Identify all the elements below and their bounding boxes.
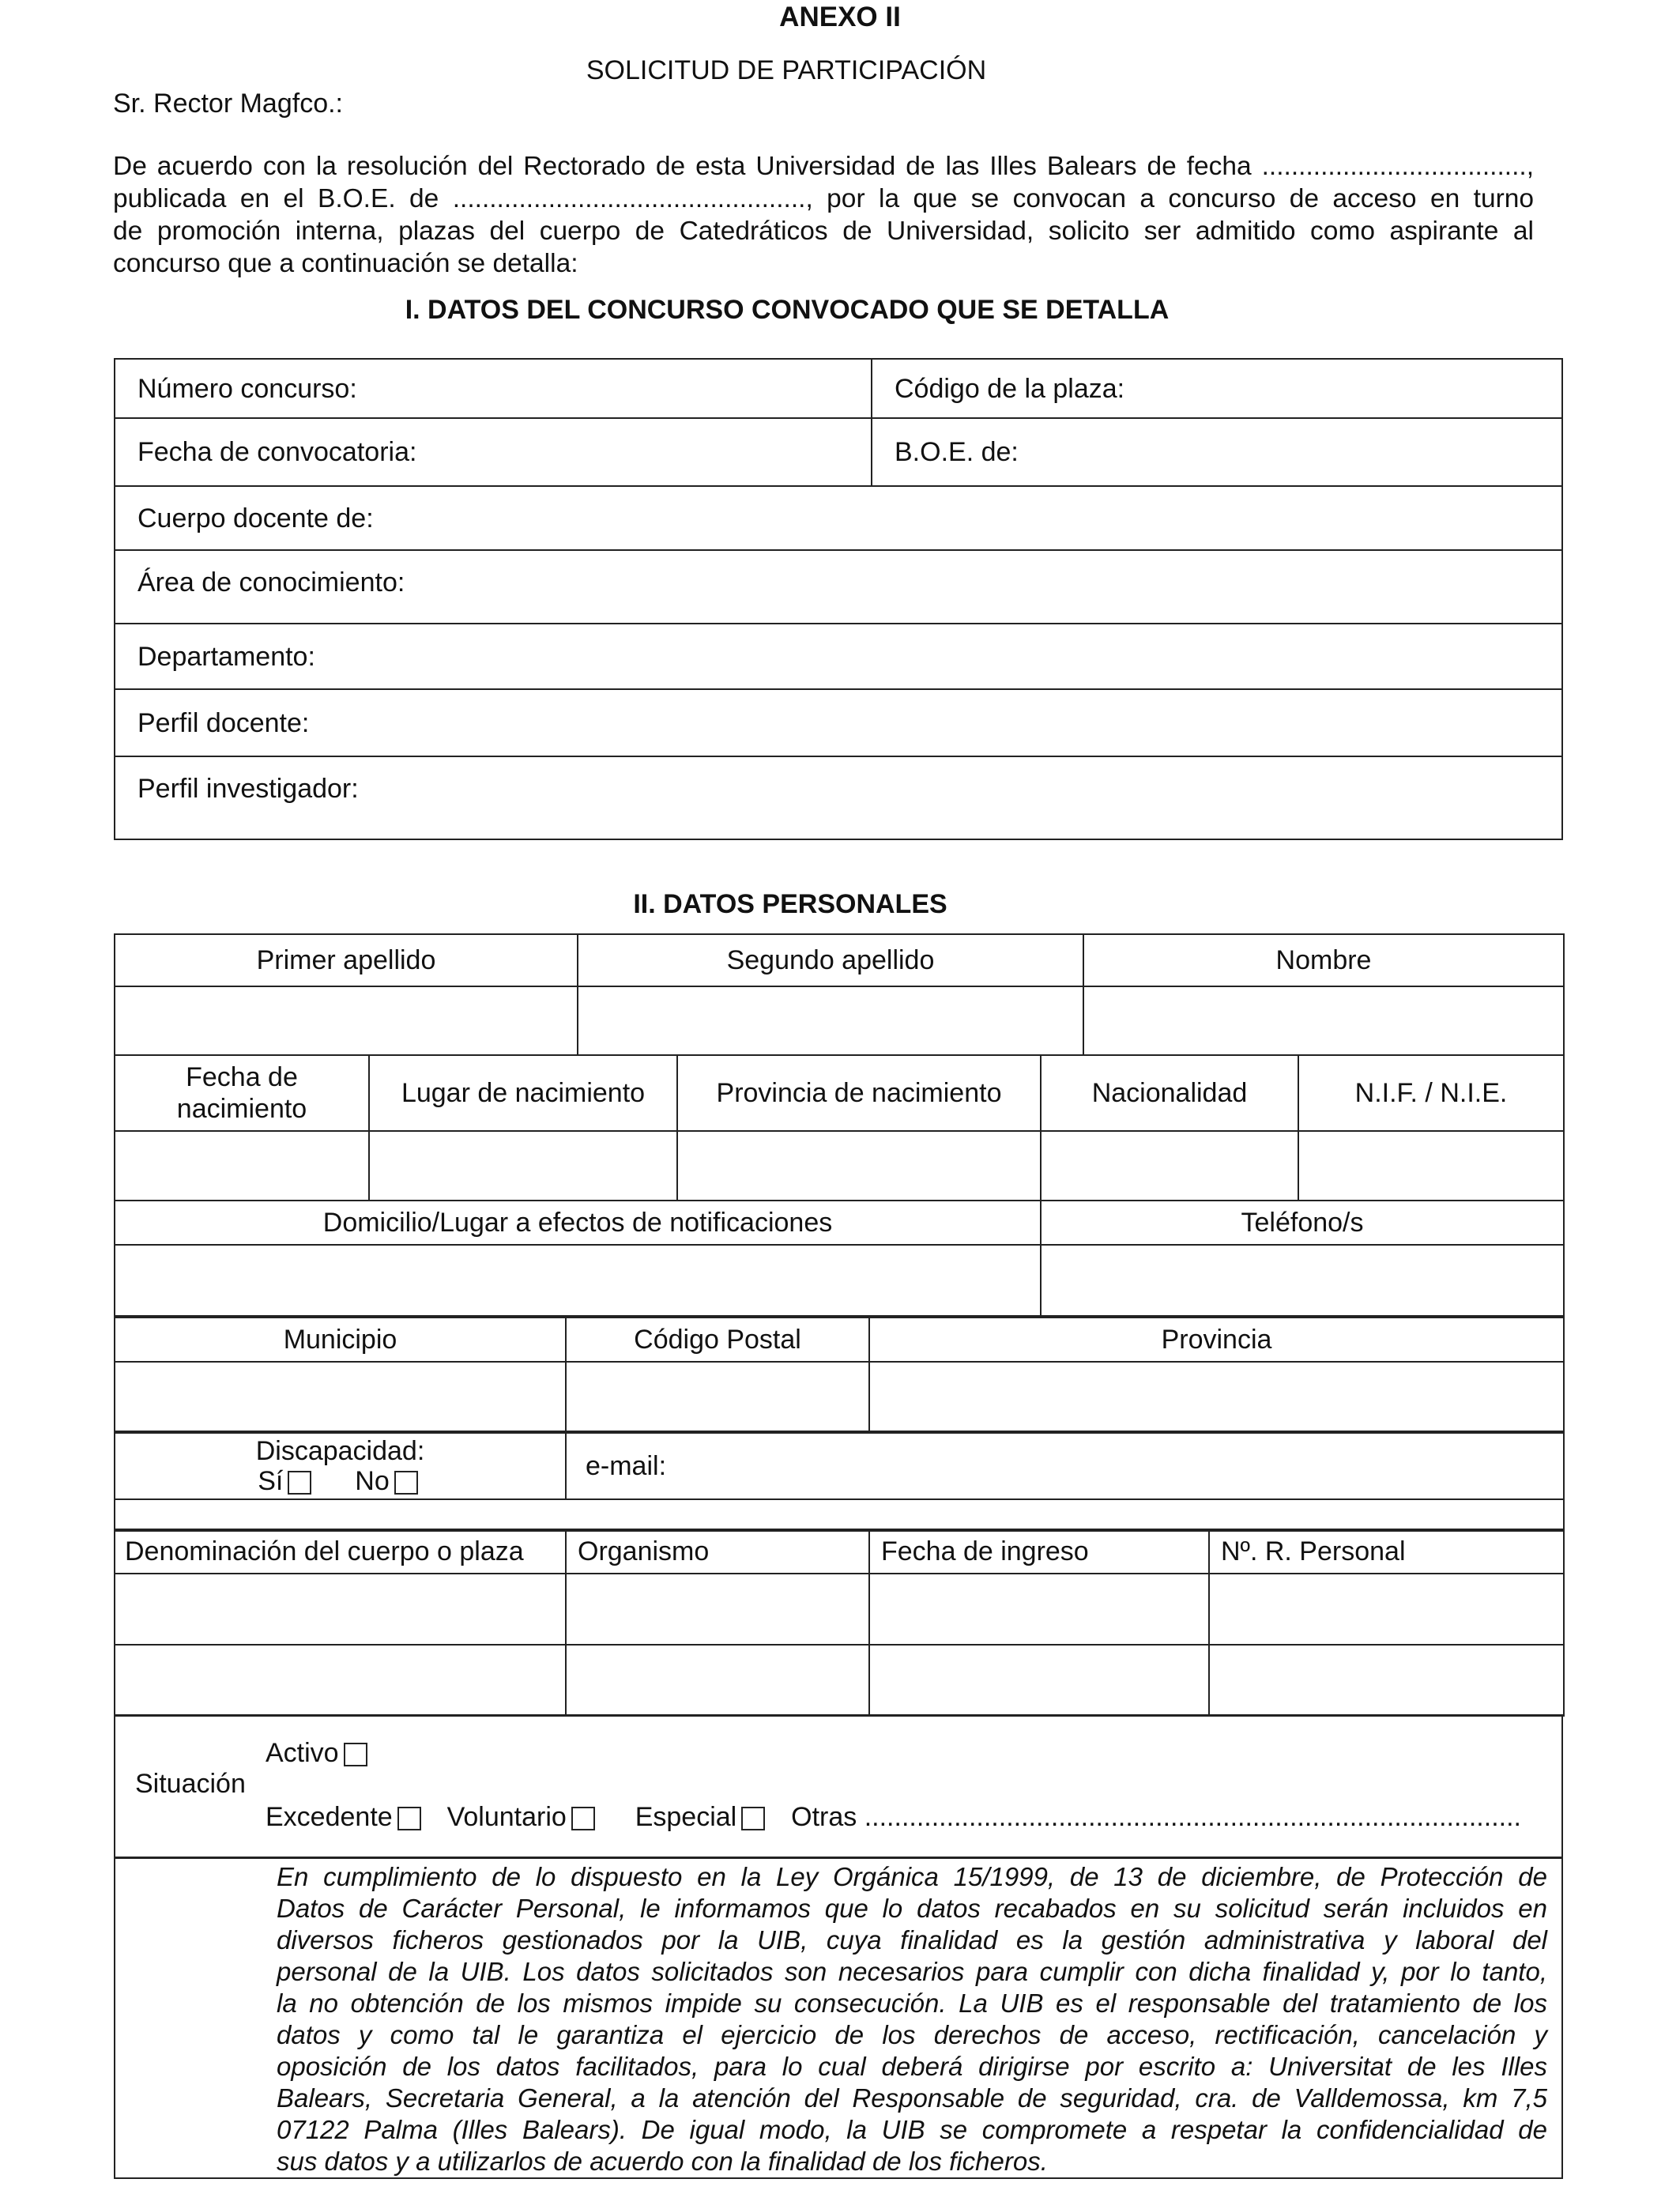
nif-header: N.I.F. / N.I.E. bbox=[1298, 1055, 1564, 1131]
email-field[interactable] bbox=[566, 1433, 1564, 1499]
annex-title: ANEXO II bbox=[779, 2, 901, 32]
area-label: Área de conocimiento: bbox=[137, 567, 405, 598]
si-label: Sí bbox=[258, 1466, 284, 1496]
nrp-header: Nº. R. Personal bbox=[1209, 1529, 1564, 1574]
numero-concurso-label: Número concurso: bbox=[137, 373, 357, 404]
telefonos-input[interactable] bbox=[1041, 1245, 1564, 1316]
organismo-input-2[interactable] bbox=[566, 1645, 869, 1716]
privacy-line: oposición de los datos facilitados, para lo cual deberá dirigirse por escrito a: Universitat de les Illes bbox=[277, 2052, 1547, 2081]
fecha-nacimiento-line1: Fecha de bbox=[186, 1062, 298, 1092]
provincia-input[interactable] bbox=[869, 1362, 1564, 1431]
privacy-line: En cumplimiento de lo dispuesto en la Ley Orgánica 15/1999, de 13 de diciembre, de Protección de bbox=[277, 1862, 1547, 1891]
intro-line: publicada en el B.O.E. de ................................................, por la que se convocan a concurso de acceso en turno bbox=[113, 184, 1534, 213]
nrp-input[interactable] bbox=[1209, 1574, 1564, 1645]
primer-apellido-input[interactable] bbox=[115, 986, 578, 1055]
perfil-investigador-label: Perfil investigador: bbox=[137, 774, 359, 804]
perfil-investigador-field[interactable] bbox=[115, 756, 1562, 839]
no-checkbox[interactable] bbox=[394, 1471, 418, 1495]
situacion-options-row bbox=[266, 1802, 1521, 1833]
especial-label: Especial bbox=[635, 1802, 737, 1832]
activo-label: Activo bbox=[266, 1738, 339, 1768]
email-label: e-mail: bbox=[586, 1451, 667, 1481]
intro-line: De acuerdo con la resolución del Rectorado de esta Universidad de las Illes Balears de fecha ...................................., bbox=[113, 152, 1534, 181]
primer-apellido-header: Primer apellido bbox=[115, 934, 578, 986]
especial-checkbox[interactable] bbox=[741, 1807, 765, 1830]
fecha-convocatoria-field[interactable] bbox=[115, 418, 872, 486]
codigo-plaza-field[interactable] bbox=[872, 359, 1562, 418]
numero-concurso-field[interactable] bbox=[115, 359, 872, 418]
birth-table bbox=[114, 1054, 1565, 1201]
privacy-line: 07122 Palma (Illes Balears). De igual modo, la UIB se compromete a respetar la confidencialidad de bbox=[277, 2115, 1547, 2144]
departamento-label: Departamento: bbox=[137, 641, 315, 672]
intro-line: de promoción interna, plazas del cuerpo de Catedráticos de Universidad, solicito ser admitido como aspirante al bbox=[113, 217, 1534, 246]
cuerpo-docente-label: Cuerpo docente de: bbox=[137, 503, 374, 533]
discapacidad-cell bbox=[115, 1433, 566, 1499]
lugar-nacimiento-header: Lugar de nacimiento bbox=[369, 1055, 677, 1131]
organismo-input[interactable] bbox=[566, 1574, 869, 1645]
privacy-line: Datos de Carácter Personal, le informamos que lo datos recabados en su solicitud serán incluidos en bbox=[277, 1894, 1547, 1923]
fecha-nacimiento-header bbox=[115, 1055, 369, 1131]
area-field[interactable] bbox=[115, 550, 1562, 624]
si-checkbox[interactable] bbox=[288, 1471, 311, 1495]
activo-checkbox[interactable] bbox=[344, 1743, 367, 1766]
disability-email-table bbox=[114, 1432, 1565, 1532]
denominacion-input[interactable] bbox=[115, 1574, 566, 1645]
cuerpo-docente-field[interactable] bbox=[115, 486, 1562, 550]
nif-input[interactable] bbox=[1298, 1131, 1564, 1201]
activo-option bbox=[266, 1738, 372, 1769]
contest-data-table bbox=[114, 358, 1563, 840]
address-table bbox=[114, 1200, 1565, 1317]
segundo-apellido-header: Segundo apellido bbox=[578, 934, 1083, 986]
nombre-header: Nombre bbox=[1083, 934, 1564, 986]
telefonos-header: Teléfono/s bbox=[1041, 1201, 1564, 1245]
voluntario-checkbox[interactable] bbox=[571, 1807, 595, 1830]
section1-title: I. DATOS DEL CONCURSO CONVOCADO QUE SE DETALLA bbox=[405, 295, 1170, 325]
situacion-label: Situación bbox=[135, 1769, 246, 1799]
codigo-postal-header: Código Postal bbox=[566, 1318, 869, 1362]
nrp-input-2[interactable] bbox=[1209, 1645, 1564, 1716]
discapacidad-label: Discapacidad: bbox=[255, 1436, 425, 1466]
perfil-docente-label: Perfil docente: bbox=[137, 707, 310, 738]
privacy-line: diversos ficheros gestionados por la UIB, cuya finalidad es la gestión administrativa y laboral del bbox=[277, 1925, 1547, 1955]
boe-label: B.O.E. de: bbox=[895, 437, 1019, 467]
names-table bbox=[114, 933, 1565, 1056]
situacion-box bbox=[114, 1714, 1563, 1859]
departamento-field[interactable] bbox=[115, 624, 1562, 689]
privacy-line: personal de la UIB. Los datos solicitados son necesarios para cumplir con dicha finalidad y, por lo tanto, bbox=[277, 1957, 1547, 1986]
nombre-input[interactable] bbox=[1083, 986, 1564, 1055]
domicilio-header: Domicilio/Lugar a efectos de notificaciones bbox=[115, 1201, 1041, 1245]
denominacion-header: Denominación del cuerpo o plaza bbox=[115, 1529, 566, 1574]
nacionalidad-input[interactable] bbox=[1041, 1131, 1298, 1201]
fecha-ingreso-header: Fecha de ingreso bbox=[869, 1529, 1209, 1574]
boe-field[interactable] bbox=[872, 418, 1562, 486]
domicilio-input[interactable] bbox=[115, 1245, 1041, 1316]
intro-paragraph bbox=[113, 150, 1534, 280]
spacer-row bbox=[115, 1499, 1564, 1531]
excedente-checkbox[interactable] bbox=[397, 1807, 421, 1830]
nacionalidad-header: Nacionalidad bbox=[1041, 1055, 1298, 1131]
otras-field[interactable]: Otras ........................................................................................ bbox=[791, 1802, 1521, 1832]
denominacion-input-2[interactable] bbox=[115, 1645, 566, 1716]
codigo-plaza-label: Código de la plaza: bbox=[895, 373, 1125, 404]
organismo-header: Organismo bbox=[566, 1529, 869, 1574]
no-label: No bbox=[355, 1466, 390, 1496]
perfil-docente-field[interactable] bbox=[115, 689, 1562, 756]
municipio-input[interactable] bbox=[115, 1362, 566, 1431]
codigo-postal-input[interactable] bbox=[566, 1362, 869, 1431]
municipality-table bbox=[114, 1317, 1565, 1432]
segundo-apellido-input[interactable] bbox=[578, 986, 1083, 1055]
fecha-ingreso-input[interactable] bbox=[869, 1574, 1209, 1645]
provincia-nacimiento-header: Provincia de nacimiento bbox=[677, 1055, 1041, 1131]
provincia-header: Provincia bbox=[869, 1318, 1564, 1362]
fecha-ingreso-input-2[interactable] bbox=[869, 1645, 1209, 1716]
fecha-convocatoria-label: Fecha de convocatoria: bbox=[137, 437, 417, 467]
fecha-nacimiento-line2: nacimiento bbox=[176, 1094, 307, 1124]
privacy-line: Balears, Secretaria General, a la atención del Responsable de seguridad, cra. de Valldemossa, km 7,5 bbox=[277, 2083, 1547, 2113]
privacy-line: datos y como tal le garantiza el ejercicio de los derechos de acceso, rectificación, cancelación y bbox=[277, 2020, 1547, 2049]
provincia-nacimiento-input[interactable] bbox=[677, 1131, 1041, 1201]
section2-title: II. DATOS PERSONALES bbox=[633, 889, 947, 919]
privacy-notice bbox=[277, 1861, 1547, 2177]
municipio-header: Municipio bbox=[115, 1318, 566, 1362]
excedente-label: Excedente bbox=[266, 1802, 393, 1832]
voluntario-label: Voluntario bbox=[446, 1802, 567, 1832]
privacy-line: sus datos y a utilizarlos de acuerdo con la finalidad de los ficheros. bbox=[277, 2147, 1048, 2176]
intro-line: concurso que a continuación se detalla: bbox=[113, 249, 578, 278]
employment-table bbox=[114, 1529, 1565, 1717]
addressee: Sr. Rector Magfco.: bbox=[113, 89, 343, 119]
lugar-nacimiento-input[interactable] bbox=[369, 1131, 677, 1201]
privacy-line: la no obtención de los mismos impide su consecución. La UIB es el responsable del tratamiento de los bbox=[277, 1989, 1547, 2018]
form-subtitle: SOLICITUD DE PARTICIPACIÓN bbox=[586, 55, 987, 85]
fecha-nacimiento-input[interactable] bbox=[115, 1131, 369, 1201]
